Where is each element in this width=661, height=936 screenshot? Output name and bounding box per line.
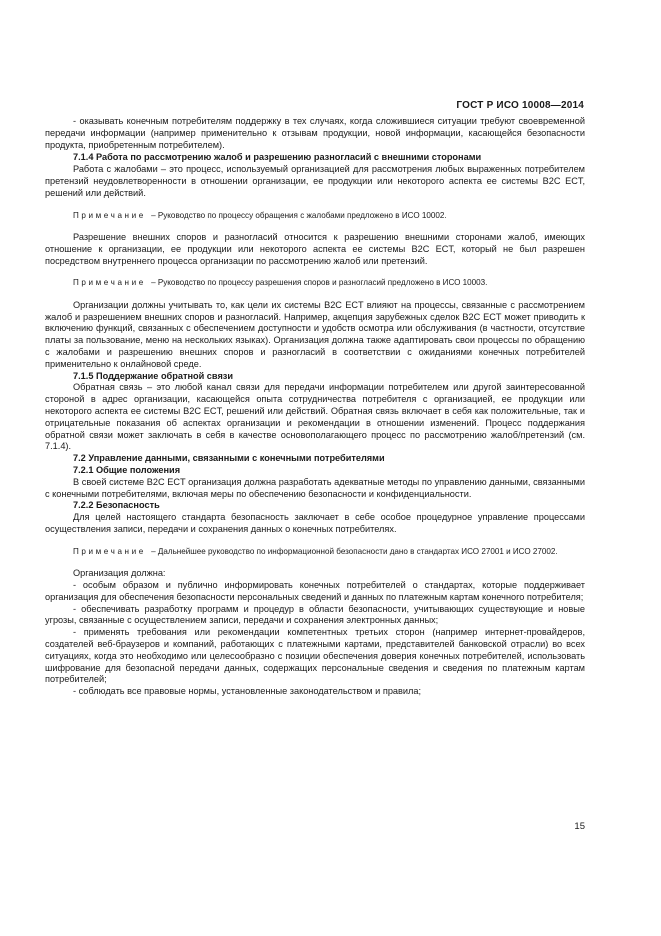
paragraph: Разрешение внешних споров и разногласий относится к разрешению внешними сторонами жалоб, имеющих отношение к организации, ее продукции или некоторого аспекта ее системы B2C ECT, который не был разрешен посредством внутреннего процесса организации по рассмотрению жалоб или претензий.: [45, 231, 585, 266]
list-item: - применять требования или рекомендации компетентных третьих сторон (например интернет-провайдеров, создателей веб-браузеров и компаний, работающих с платежными картами, представителей банковской отрасли) во всех ситуациях, когда это необходимо или целесообразно с позиции обеспечения доверия конечных потребителей, использовать шифрование для безопасной передачи данных, содержащих персональные сведения и сведения по платежным картам потребителей;: [45, 627, 585, 685]
paragraph: В своей системе B2C ECT организация должна разработать адекватные методы по управлению данными, связанными с конечными потребителями, включая меры по обеспечению безопасности и конфиденциальности.: [45, 476, 585, 499]
note: [45, 210, 585, 221]
note-text: – Руководство по процессу обращения с жалобами предложено в ИСО 10002.: [151, 210, 447, 220]
section-heading: 7.2.2 Безопасность: [73, 500, 160, 511]
paragraph: Для целей настоящего стандарта безопасность заключает в себе особое процедурное управление процессами осуществления записи, передачи и сохранения данных о конечных потребителях.: [45, 512, 585, 534]
paragraph: Организация должна:: [73, 568, 166, 579]
note: [45, 546, 585, 557]
section-heading: 7.2 Управление данными, связанными с конечными потребителями: [73, 453, 385, 464]
list-item: - обеспечивать разработку программ и процедур в области безопасности, учитывающих существующие и новые угрозы, связанные с осуществлением записи, передачи и сохранения электронных данных;: [45, 603, 585, 626]
note-label: Примечание: [73, 210, 146, 220]
document-header: ГОСТ Р ИСО 10008—2014: [456, 100, 584, 111]
list-item: - соблюдать все правовые нормы, установленные законодательством и правила;: [73, 686, 422, 697]
page-number: 15: [574, 821, 585, 832]
section-heading: 7.1.4 Работа по рассмотрению жалоб и разрешению разногласий с внешними сторонами: [73, 152, 482, 163]
note-text: – Дальнейшее руководство по информационной безопасности дано в стандартах ИСО 27001 и ИСО 27002.: [151, 546, 558, 556]
list-item: - особым образом и публично информировать конечных потребителей о стандартах, которые поддерживает организация для обеспечения безопасности персональных сведений и данных по платежным картам конечного потребителя;: [45, 579, 585, 602]
paragraph: Работа с жалобами – это процесс, используемый организацией для рассмотрения любых выраженных потребителем претензий неудовлетворенности в отношении организации, ее продукции или некоторого аспекта ее системы B2C ECT, решений или действий.: [45, 164, 585, 198]
body-text: [45, 116, 585, 698]
section-heading: 7.2.1 Общие положения: [73, 464, 181, 475]
paragraph: Организации должны учитывать то, как цели их системы B2C ECT влияют на процессы, связанные с рассмотрением жалоб и разрешением внешних споров и разногласий. Например, акцепция зарубежных сделок B2C ECT может приводить к включению функций, связанных с обеспечением доступности и удобств осмотра или обслуживания (в частности, отсутствие платы за пользование, меню на нескольких языках). Организация должна также адаптировать свои процессы по обращению с жалобами и разрешению внешних споров и разногласий в соответствии с ожиданиями конечных потребителей применительно к онлайновой среде.: [45, 299, 585, 369]
paragraph: Обратная связь – это любой канал связи для передачи информации потребителем или другой заинтересованной стороной в адрес организации, касающейся опыта сотрудничества потребителя с организацией, ее продукции или некоторого аспекта ее системы B2C ECT, решений или действий. Обратная связь включает в себя как положительные, так и отрицательные показания об аспектах организации и рекомендации в отношении изменений. Процесс поддержания обратной связи может заключать в себя в качестве основополагающего процесс по рассмотрению жалоб/претензий (см. 7.1.4).: [45, 382, 585, 452]
note-label: Примечание: [73, 546, 146, 556]
list-item: - оказывать конечным потребителям поддержку в тех случаях, когда сложившиеся ситуации требуют своевременной передачи информации (например применительно к отзывам продукции, новой информации, касающейся безопасности продукта, приобретенным потребителем).: [45, 116, 585, 150]
note-label: Примечание: [73, 278, 146, 288]
note: [45, 277, 585, 288]
section-heading: 7.1.5 Поддержание обратной связи: [73, 370, 234, 381]
note-text: – Руководство по процессу разрешения споров и разногласий предложено в ИСО 10003.: [151, 278, 488, 288]
